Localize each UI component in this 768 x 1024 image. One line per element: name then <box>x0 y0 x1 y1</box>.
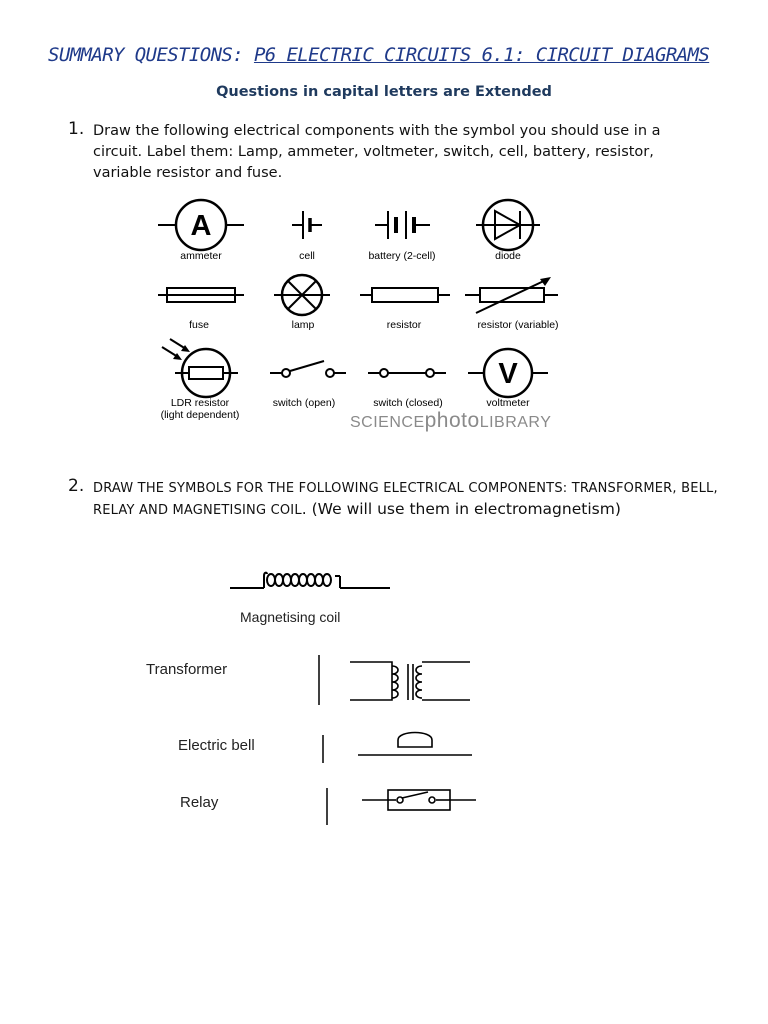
question-1-text: Draw the following electrical components with the symbol you should use in a circuit. Label them: Lamp, ammeter, voltmeter, switch, cell, battery, resistor, variable resistor and fuse. <box>93 123 661 181</box>
label-diode: diode <box>495 250 521 262</box>
watermark-part1: SCIENCE <box>350 414 425 431</box>
watermark-part2: photo <box>424 409 480 432</box>
label-lamp: lamp <box>291 319 315 331</box>
variable-resistor-symbol <box>465 277 558 313</box>
question-2-caps-text: DRAW THE SYMBOLS FOR THE FOLLOWING ELECTRICAL COMPONENTS: TRANSFORMER, BELL, RELAY AND MAGNETISING COIL <box>93 481 718 518</box>
watermark <box>350 409 551 432</box>
question-1-number: 1. <box>68 119 85 139</box>
subtitle: Questions in capital letters are Extended <box>216 84 552 100</box>
label-relay: Relay <box>180 794 219 811</box>
voltmeter-letter: V <box>498 358 518 390</box>
label-variable-resistor: resistor (variable) <box>477 319 559 331</box>
label-electric-bell: Electric bell <box>178 737 255 754</box>
label-voltmeter: voltmeter <box>486 397 530 409</box>
label-switch-open: switch (open) <box>272 397 336 409</box>
switch-open-symbol <box>270 361 346 377</box>
magnetising-coil-symbol <box>230 573 390 588</box>
question-2-text <box>93 478 733 521</box>
watermark-part3: LIBRARY <box>479 414 552 431</box>
lamp-symbol <box>274 275 330 315</box>
transformer-symbol <box>350 662 470 700</box>
relay-symbol <box>362 790 476 810</box>
label-transformer: Transformer <box>146 661 228 678</box>
title-link[interactable]: P6 ELECTRIC CIRCUITS 6.1: CIRCUIT DIAGRAMS <box>253 44 710 66</box>
question-2-number: 2. <box>68 476 85 496</box>
page-title <box>48 44 709 66</box>
battery-symbol <box>375 211 430 239</box>
title-prefix: SUMMARY QUESTIONS: <box>48 44 254 66</box>
switch-closed-symbol <box>368 369 446 377</box>
ldr-symbol <box>162 339 238 397</box>
label-fuse: fuse <box>189 319 209 331</box>
electromagnetism-symbols-figure <box>130 560 500 830</box>
label-resistor: resistor <box>386 319 422 331</box>
circuit-symbols-figure <box>140 195 610 440</box>
label-ldr-line1: LDR resistor <box>170 397 230 409</box>
electric-bell-symbol <box>358 733 472 756</box>
label-ldr-line2: (light dependent) <box>160 409 240 421</box>
label-cell: cell <box>299 250 315 262</box>
cell-symbol <box>292 211 322 239</box>
question-2-rest-text: . (We will use them in electromagnetism) <box>301 500 621 518</box>
ammeter-letter: A <box>190 210 212 242</box>
label-magnetising-coil: Magnetising coil <box>240 609 341 625</box>
resistor-symbol <box>360 288 450 302</box>
diode-symbol <box>476 200 540 250</box>
label-battery: battery (2-cell) <box>368 250 436 262</box>
fuse-symbol <box>158 288 244 302</box>
label-switch-closed: switch (closed) <box>373 397 443 409</box>
label-ammeter: ammeter <box>180 250 222 262</box>
